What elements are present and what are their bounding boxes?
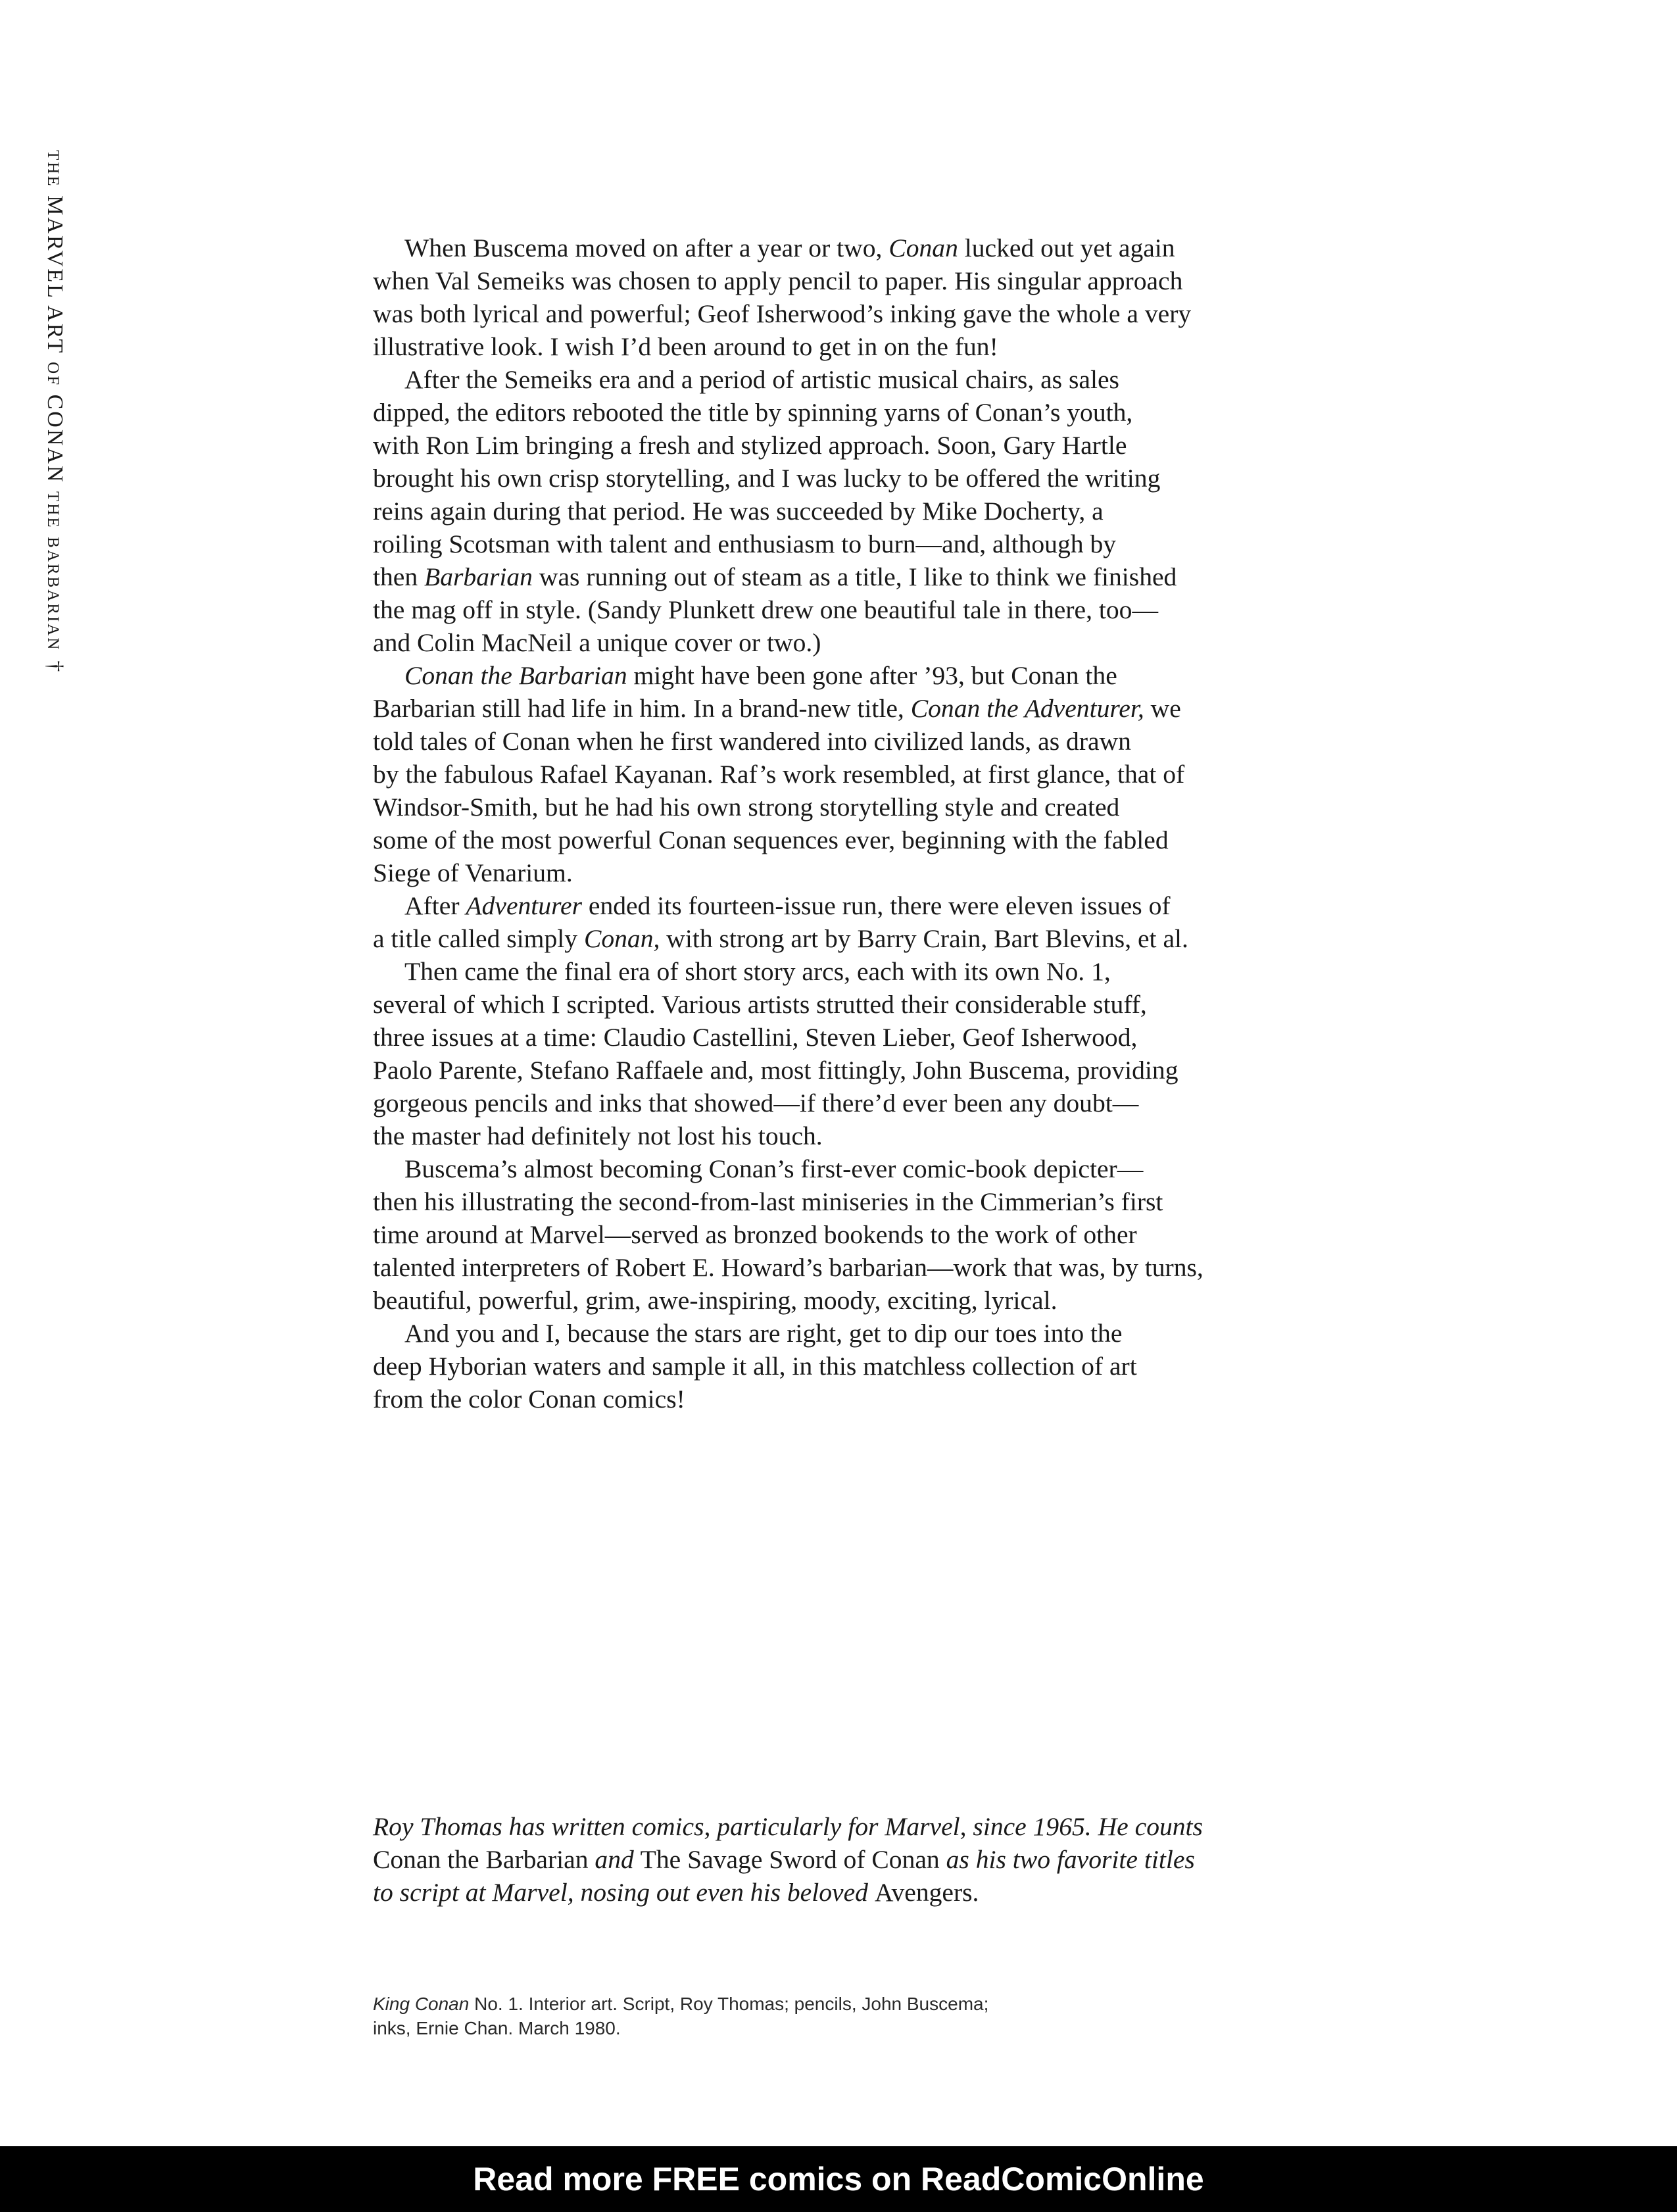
text-line: some of the most powerful Conan sequences ever, beginning with the fabled — [373, 825, 1169, 854]
text-line: And you and I, because the stars are right, get to dip our toes into the — [404, 1319, 1123, 1348]
paragraph-7 — [373, 1317, 1320, 1415]
title-italic: Adventurer — [466, 891, 582, 920]
text-line: After the Semeiks era and a period of artistic musical chairs, as sales — [404, 365, 1119, 394]
text-span: to script at Marvel, nosing out even his beloved — [373, 1878, 875, 1907]
paragraph-6 — [373, 1152, 1320, 1317]
text-span: No. 1. Interior art. Script, Roy Thomas; pencils, John Buscema; — [469, 1994, 989, 2014]
title-italic: Barbarian — [424, 562, 533, 591]
text-line: three issues at a time: Claudio Castellini, Steven Lieber, Geof Isherwood, — [373, 1023, 1138, 1052]
text-line: dipped, the editors rebooted the title by spinning yarns of Conan’s youth, — [373, 398, 1133, 427]
promo-banner[interactable]: Read more FREE comics on ReadComicOnline — [0, 2146, 1677, 2212]
text-line: when Val Semeiks was chosen to apply pencil to paper. His singular approach — [373, 266, 1183, 295]
text-span: a title called simply — [373, 924, 584, 953]
text-line: reins again during that period. He was succeeded by Mike Docherty, a — [373, 497, 1104, 526]
running-title-the: THE — [44, 150, 62, 188]
text-span: might have been gone after ’93, but Conan the — [627, 661, 1117, 690]
text-line — [373, 922, 1320, 955]
paragraph-1 — [373, 232, 1320, 363]
text-line: by the fabulous Rafael Kayanan. Raf’s work resembled, at first glance, that of — [373, 760, 1185, 789]
text-span: and — [588, 1845, 641, 1874]
running-title-conan: CONAN — [43, 394, 67, 484]
text-line: the master had definitely not lost his touch. — [373, 1121, 823, 1150]
text-line: deep Hyborian waters and sample it all, in this matchless collection of art — [373, 1352, 1137, 1381]
essay-body — [373, 232, 1320, 1415]
text-line: gorgeous pencils and inks that showed—if there’d ever been any doubt— — [373, 1089, 1139, 1118]
paragraph-5 — [373, 955, 1320, 1152]
running-title-barbarian: BARBARIAN — [44, 537, 62, 652]
text-line: Siege of Venarium. — [373, 858, 573, 887]
text-line: with Ron Lim bringing a fresh and stylized approach. Soon, Gary Hartle — [373, 431, 1127, 460]
text-line: was both lyrical and powerful; Geof Isherwood’s inking gave the whole a very — [373, 299, 1192, 328]
text-line: inks, Ernie Chan. March 1980. — [373, 2018, 621, 2038]
paragraph-2 — [373, 363, 1320, 659]
text-line — [373, 1843, 1320, 1876]
paragraph-3 — [373, 659, 1320, 889]
running-title-of: OF — [44, 362, 62, 387]
title-roman: Conan the Barbarian — [373, 1845, 589, 1874]
text-line: brought his own crisp storytelling, and I was lucky to be offered the writing — [373, 464, 1161, 493]
text-line: and Colin MacNeil a unique cover or two.) — [373, 628, 821, 657]
text-line: told tales of Conan when he first wandered into civilized lands, as drawn — [373, 727, 1131, 756]
text-span: then — [373, 562, 425, 591]
title-roman: Avengers. — [874, 1878, 979, 1907]
text-line: beautiful, powerful, grim, awe-inspiring, moody, exciting, lyrical. — [373, 1286, 1057, 1315]
dagger-icon: † — [43, 660, 67, 674]
text-span: When Buscema moved on after a year or two, — [404, 233, 889, 262]
text-span: ended its fourteen-issue run, there were eleven issues of — [581, 891, 1171, 920]
text-line: then his illustrating the second-from-last miniseries in the Cimmerian’s first — [373, 1187, 1163, 1216]
text-span: Barbarian still had life in him. In a brand-new title, — [373, 694, 911, 723]
title-italic: Conan — [888, 233, 958, 262]
author-bio — [373, 1810, 1320, 1909]
title-italic: Conan the Adventurer, — [910, 694, 1144, 723]
text-line: from the color Conan comics! — [373, 1385, 685, 1413]
text-line: illustrative look. I wish I’d been around to get in on the fun! — [373, 332, 998, 361]
text-line: Windsor-Smith, but he had his own strong storytelling style and created — [373, 793, 1120, 822]
title-italic: Conan, — [583, 924, 660, 953]
running-title-the-2: THE — [44, 491, 62, 529]
title-roman: The Savage Sword of Conan — [640, 1845, 940, 1874]
text-line: the mag off in style. (Sandy Plunkett drew one beautiful tale in there, too— — [373, 595, 1159, 624]
text-line — [373, 692, 1320, 725]
text-line: roiling Scotsman with talent and enthusiasm to burn—and, although by — [373, 529, 1117, 558]
text-line — [373, 232, 1320, 264]
title-italic: King Conan — [373, 1994, 470, 2014]
text-line: Then came the final era of short story arcs, each with its own No. 1, — [404, 957, 1111, 986]
text-line: Buscema’s almost becoming Conan’s first-ever comic-book depicter— — [404, 1154, 1144, 1183]
text-line: time around at Marvel—served as bronzed bookends to the work of other — [373, 1220, 1137, 1249]
text-span: as his two favorite titles — [939, 1845, 1195, 1874]
text-line — [373, 659, 1320, 692]
image-caption — [373, 1992, 1320, 2040]
title-italic: Conan the Barbarian — [404, 661, 627, 690]
text-line — [373, 1810, 1320, 1843]
text-span: Roy Thomas has written comics, particularly for Marvel, since 1965. He counts — [373, 1812, 1203, 1841]
text-line: several of which I scripted. Various artists strutted their considerable stuff, — [373, 990, 1147, 1019]
text-span: with strong art by Barry Crain, Bart Blevins, et al. — [660, 924, 1188, 953]
text-span: After — [404, 891, 466, 920]
text-line — [373, 889, 1320, 922]
text-line — [373, 1992, 1320, 2016]
text-line — [373, 560, 1320, 593]
text-line: talented interpreters of Robert E. Howard’s barbarian—work that was, by turns, — [373, 1253, 1203, 1282]
text-line — [373, 1876, 1320, 1909]
text-span: lucked out yet again — [958, 233, 1175, 262]
running-title — [36, 150, 73, 674]
paragraph-4 — [373, 889, 1320, 955]
text-span: was running out of steam as a title, I like to think we finished — [532, 562, 1177, 591]
text-span: we — [1144, 694, 1181, 723]
running-title-marvel-art: MARVEL ART — [43, 195, 67, 355]
text-line: Paolo Parente, Stefano Raffaele and, most fittingly, John Buscema, providing — [373, 1056, 1179, 1085]
